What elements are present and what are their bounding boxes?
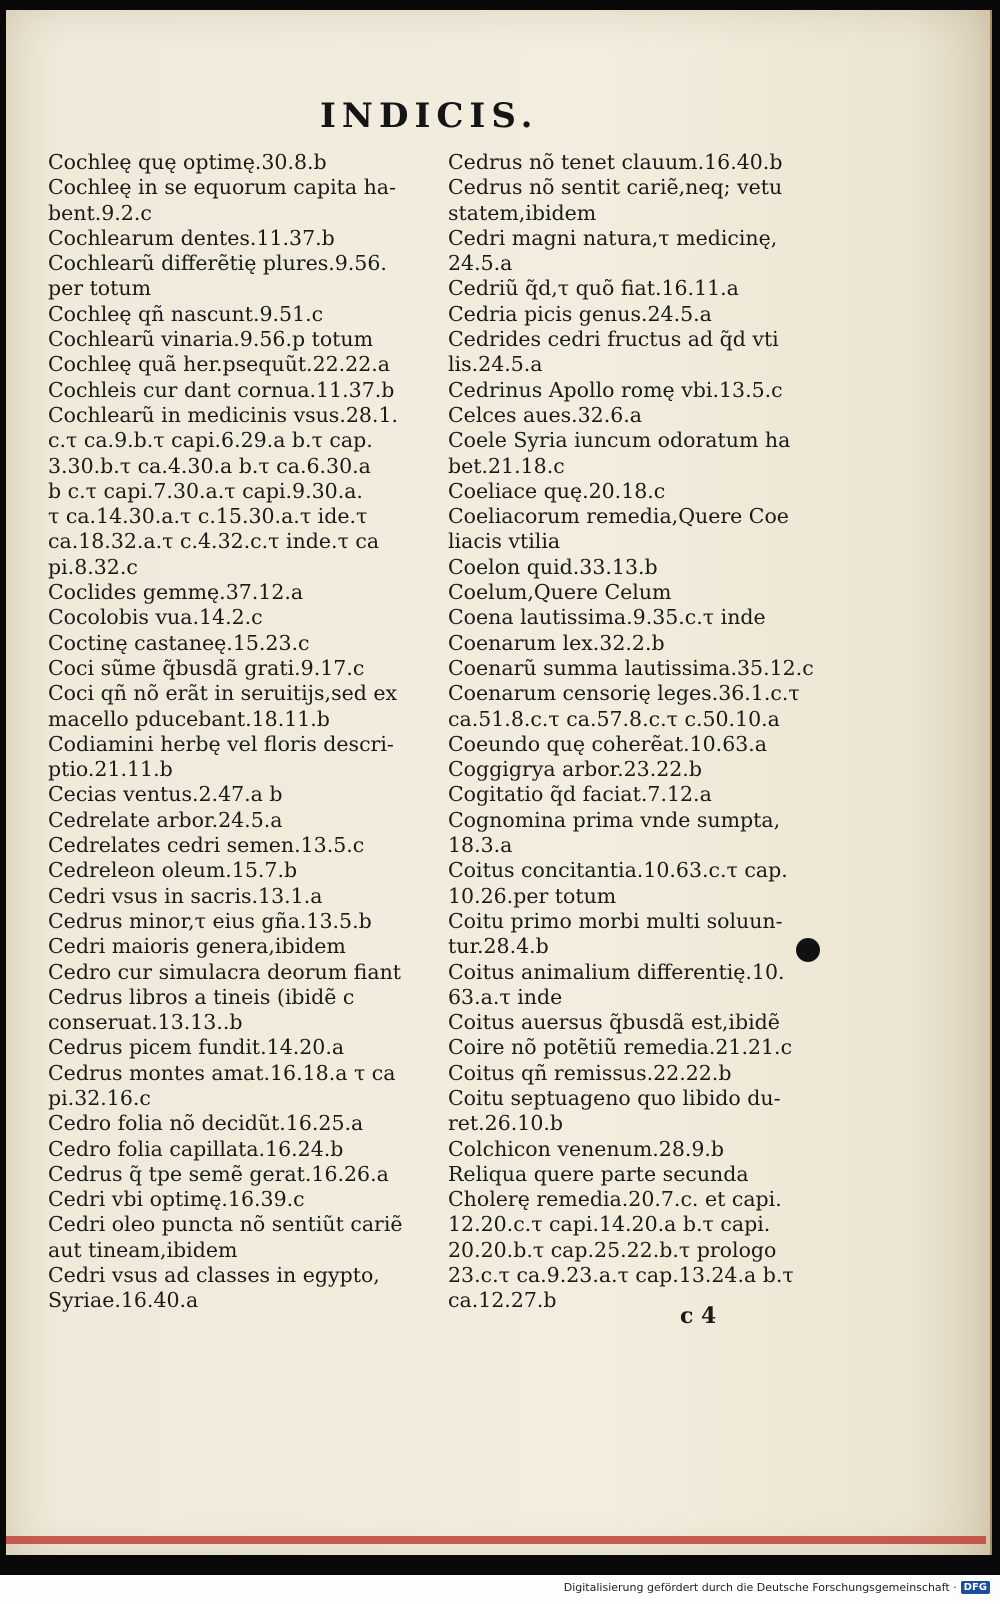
index-entry-line: Coeundo quę coherẽat.10.63.a xyxy=(448,731,768,756)
index-entry-line: Cedri vsus in sacris.13.1.a xyxy=(48,883,323,908)
index-entry-line: Cochlearũ vinaria.9.56.p totum xyxy=(48,327,374,352)
index-entry-line: Coenarum censorię leges.36.1.c.τ xyxy=(448,681,800,706)
index-entry-line: Syriae.16.40.a xyxy=(48,1288,199,1313)
index-entry-line: c.τ ca.9.b.τ capi.6.29.a b.τ cap. xyxy=(48,428,373,453)
index-entry-line: Codiamini herbę vel floris descri- xyxy=(48,731,394,756)
index-entry-line: Cochlearũ in medicinis vsus.28.1. xyxy=(48,402,399,427)
index-entry-line: pi.32.16.c xyxy=(48,1085,151,1110)
signature-mark: c 4 xyxy=(680,1303,717,1329)
dfg-logo: DFG xyxy=(961,1581,990,1594)
index-entry-line: Colchicon venenum.28.9.b xyxy=(448,1136,725,1161)
index-entry-line: Coeliacorum remedia,Quere Coe xyxy=(448,504,789,529)
index-entry-line: Cedro folia nõ decidũt.16.25.a xyxy=(48,1111,364,1136)
index-entry-line: Cedrelates cedri semen.13.5.c xyxy=(48,833,365,858)
index-entry-line: Coitus concitantia.10.63.c.τ cap. xyxy=(448,858,788,883)
index-entry-line: Coire nõ potẽtiũ remedia.21.21.c xyxy=(448,1035,793,1060)
index-entry-line: Cedrides cedri fructus ad q̃d vti xyxy=(448,327,779,352)
index-entry-line: Cedreleon oleum.15.7.b xyxy=(48,858,298,883)
index-entry-line: Cedri vsus ad classes in egypto, xyxy=(48,1263,380,1288)
index-entry-line: Cedria picis genus.24.5.a xyxy=(448,301,712,326)
index-entry-line: Cecias ventus.2.47.a b xyxy=(48,782,283,807)
index-entry-line: Cochleę quã her.psequũt.22.22.a xyxy=(48,352,390,377)
index-entry-line: Cedrus montes amat.16.18.a τ ca xyxy=(48,1060,396,1085)
index-entry-line: Coitus qñ remissus.22.22.b xyxy=(448,1060,732,1085)
running-title: INDICIS. xyxy=(320,96,539,136)
index-entry-line: Cedri oleo puncta nõ sentiũt cariẽ xyxy=(48,1212,403,1237)
index-entry-line: Coenarum lex.32.2.b xyxy=(448,630,665,655)
red-page-edge xyxy=(6,1536,986,1544)
index-entry-line: Cochlearũ differẽtię plures.9.56. xyxy=(48,251,387,276)
index-entry-line: Cedrinus Apollo romę vbi.13.5.c xyxy=(448,377,783,402)
index-entry-line: Cochleę in se equorum capita ha- xyxy=(48,175,396,200)
index-entry-line: Coitus auersus q̃busdã est,ibidẽ xyxy=(448,1010,780,1035)
index-entry-line: Coelum,Quere Celum xyxy=(448,580,672,605)
digitization-credit xyxy=(564,1581,990,1594)
index-entry-line: Coeliace quę.20.18.c xyxy=(448,478,666,503)
index-entry-line: conseruat.13.13..b xyxy=(48,1010,243,1035)
index-entry-line: Cognomina prima vnde sumpta, xyxy=(448,807,781,832)
index-entry-line: 23.c.τ ca.9.23.a.τ cap.13.24.a b.τ xyxy=(448,1263,794,1288)
index-entry-line: Cochleę qñ nascunt.9.51.c xyxy=(48,301,324,326)
index-column-right xyxy=(448,150,843,1314)
index-entry-line: Cedro cur simulacra deorum fiant xyxy=(48,959,402,984)
index-entry-line: ptio.21.11.b xyxy=(48,757,173,782)
index-entry-line: 63.a.τ inde xyxy=(448,984,563,1009)
index-entry-line: Coggigrya arbor.23.22.b xyxy=(448,757,702,782)
index-entry-line: Cochlearum dentes.11.37.b xyxy=(48,225,335,250)
index-entry-line: ret.26.10.b xyxy=(448,1111,564,1136)
index-entry-line: Cedrus libros a tineis (ibidẽ c xyxy=(48,984,355,1009)
index-entry-line: Coenarũ summa lautissima.35.12.c xyxy=(448,655,814,680)
index-entry-line: Cochleis cur dant cornua.11.37.b xyxy=(48,377,395,402)
index-entry-line: macello pducebant.18.11.b xyxy=(48,706,330,731)
index-entry-line: Cedri magni natura,τ medicinę, xyxy=(448,225,778,250)
index-entry-line: Coctinę castaneę.15.23.c xyxy=(48,630,310,655)
index-entry-line: Coci qñ nõ erãt in seruitijs,sed ex xyxy=(48,681,398,706)
index-entry-line: pi.8.32.c xyxy=(48,554,138,579)
index-entry-line: Cedrus q̃ tpe semẽ gerat.16.26.a xyxy=(48,1161,389,1186)
index-entry-line: Celces aues.32.6.a xyxy=(448,402,642,427)
index-entry-line: ca.18.32.a.τ c.4.32.c.τ inde.τ ca xyxy=(48,529,380,554)
index-entry-line: 18.3.a xyxy=(448,833,513,858)
index-entry-line: tur.28.4.b xyxy=(448,934,549,959)
index-entry-line: Cogitatio q̃d faciat.7.12.a xyxy=(448,782,712,807)
index-entry-line: Cholerę remedia.20.7.c. et capi. xyxy=(448,1187,782,1212)
index-entry-line: Cedri vbi optimę.16.39.c xyxy=(48,1187,305,1212)
index-entry-line: bet.21.18.c xyxy=(448,453,565,478)
index-entry-line: Cedrus nõ sentit cariẽ,neq; vetu xyxy=(448,175,783,200)
index-entry-line: lis.24.5.a xyxy=(448,352,543,377)
index-entry-line: Coele Syria iuncum odoratum ha xyxy=(448,428,791,453)
index-entry-line: aut tineam,ibidem xyxy=(48,1237,238,1262)
index-entry-line: 20.20.b.τ cap.25.22.b.τ prologo xyxy=(448,1237,777,1262)
index-entry-line: Coci sũme q̃busdã grati.9.17.c xyxy=(48,655,365,680)
index-entry-line: 24.5.a xyxy=(448,251,513,276)
index-entry-line: Cocolobis vua.14.2.c xyxy=(48,605,263,630)
index-entry-line: ca.12.27.b xyxy=(448,1288,557,1313)
index-entry-line: Cedrus picem fundit.14.20.a xyxy=(48,1035,345,1060)
index-entry-line: 12.20.c.τ capi.14.20.a b.τ capi. xyxy=(448,1212,771,1237)
index-entry-line: Coena lautissima.9.35.c.τ inde xyxy=(448,605,766,630)
index-entry-line: Coitu primo morbi multi soluun- xyxy=(448,908,783,933)
index-entry-line: Cochleę quę optimę.30.8.b xyxy=(48,150,327,174)
index-entry-line: statem,ibidem xyxy=(448,200,597,225)
index-entry-line: Cedro folia capillata.16.24.b xyxy=(48,1136,344,1161)
index-entry-line: Cedriũ q̃d,τ quõ fiat.16.11.a xyxy=(448,276,739,301)
index-entry-line: Cedrus nõ tenet clauum.16.40.b xyxy=(448,150,783,174)
index-column-left xyxy=(48,150,440,1314)
index-entry-line: 10.26.per totum xyxy=(448,883,617,908)
index-entry-line: Coitus animalium differentię.10. xyxy=(448,959,785,984)
index-entry-line: Cedri maioris genera,ibidem xyxy=(48,934,346,959)
index-entry-line: 3.30.b.τ ca.4.30.a b.τ ca.6.30.a xyxy=(48,453,371,478)
index-entry-line: bent.9.2.c xyxy=(48,200,152,225)
index-entry-line: Cedrelate arbor.24.5.a xyxy=(48,807,283,832)
index-entry-line: Cedrus minor,τ eius gñа.13.5.b xyxy=(48,908,372,933)
index-entry-line: per totum xyxy=(48,276,152,301)
index-entry-line: Reliqua quere parte secunda xyxy=(448,1161,749,1186)
credit-text: Digitalisierung gefördert durch die Deutsche Forschungsgemeinschaft · xyxy=(563,1581,957,1594)
index-entry-line: Coelon quid.33.13.b xyxy=(448,554,658,579)
index-entry-line: liacis vtilia xyxy=(448,529,561,554)
index-entry-line: Coclides gemmę.37.12.a xyxy=(48,580,304,605)
index-entry-line: τ ca.14.30.a.τ c.15.30.a.τ ide.τ xyxy=(48,504,368,529)
ink-blot xyxy=(796,938,820,962)
index-entry-line: b c.τ capi.7.30.a.τ capi.9.30.a. xyxy=(48,478,363,503)
index-entry-line: ca.51.8.c.τ ca.57.8.c.τ c.50.10.a xyxy=(448,706,780,731)
index-entry-line: Coitu septuageno quo libido du- xyxy=(448,1085,781,1110)
